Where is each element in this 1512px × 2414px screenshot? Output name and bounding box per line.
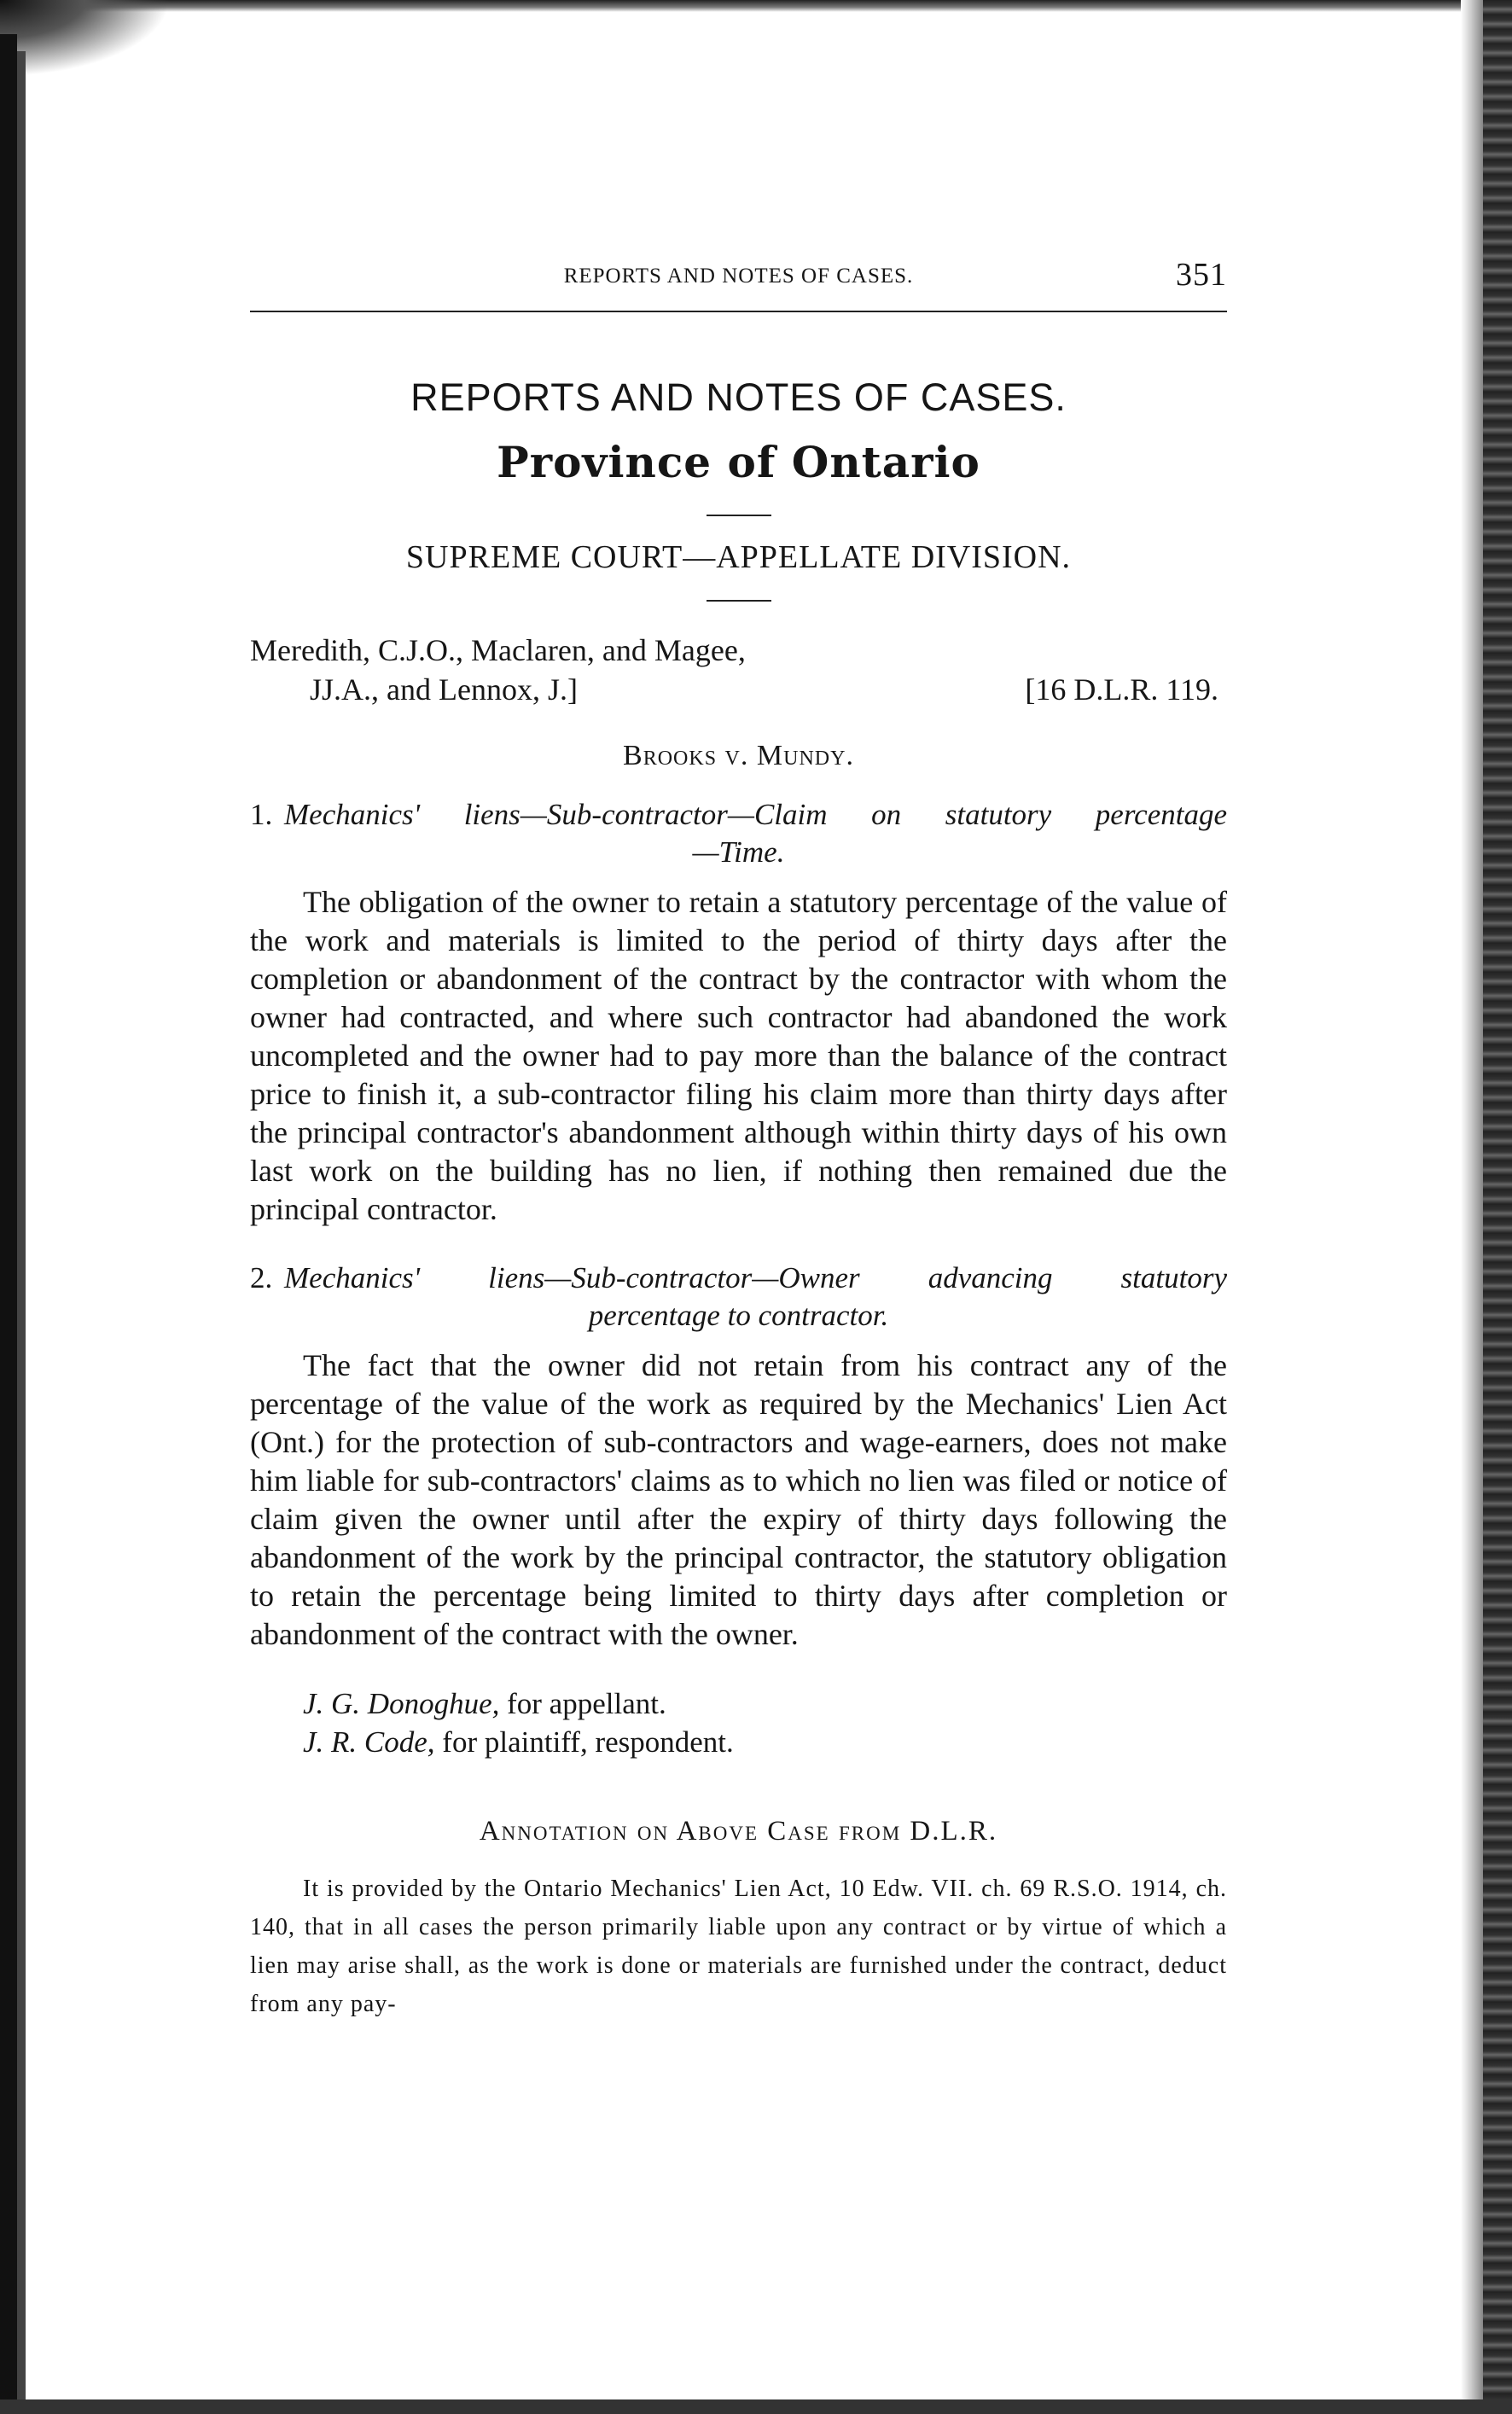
headnote-number: 1. bbox=[250, 798, 273, 831]
report-citation: [16 D.L.R. 119. bbox=[1025, 672, 1218, 707]
headnote-number: 2. bbox=[250, 1261, 273, 1294]
scan-right-edge-dark bbox=[1483, 0, 1512, 2414]
divider-rule bbox=[707, 600, 771, 602]
court-heading: SUPREME COURT—APPELLATE DIVISION. bbox=[405, 539, 1072, 575]
divider-rule bbox=[707, 515, 771, 516]
scan-top-edge bbox=[0, 0, 1512, 12]
book-page bbox=[250, 256, 1227, 2047]
bench-line: Meredith, C.J.O., Maclaren, and Magee, bbox=[250, 633, 746, 667]
counsel-entry bbox=[303, 1723, 1227, 1761]
headnote-title: Mechanics' liens—Sub-contractor—Owner advancing statutory bbox=[284, 1261, 1227, 1294]
running-head-title: REPORTS AND NOTES OF CASES. bbox=[563, 265, 914, 288]
counsel-role: for plaintiff, respondent. bbox=[442, 1725, 734, 1759]
annotation-title: Annotation on Above Case from D.L.R. bbox=[479, 1816, 998, 1847]
bench-block bbox=[250, 631, 1227, 709]
section-title: REPORTS AND NOTES OF CASES. bbox=[410, 375, 1067, 419]
headnote-heading bbox=[250, 1259, 1227, 1335]
case-name: Brooks v. Mundy. bbox=[623, 740, 854, 771]
counsel-role: for appellant. bbox=[507, 1687, 666, 1720]
headnote-body: The fact that the owner did not retain from his contract any of the percentage of the value of the work as required by the Mechanics' Lien Act (Ont.) for the protection of sub-contractors and wage-earners, does not make him liable for sub-contractors' claims as to which no lien was filed or notice of claim given the owner until after the expiry of thirty days following the abandonment of the work by the principal contractor, the statutory obligation to retain the percentage being limited to thirty days after completion or abandonment of the contract with the owner. bbox=[250, 1348, 1227, 1651]
scan-left-edge-inner bbox=[17, 51, 26, 2414]
annotation-text: It is provided by the Ontario Mechanics' Lien Act, 10 Edw. VII. ch. 69 R.S.O. 1914, ch. 140, that in all cases the person primarily liable upon any contract or by virtue of which a lien may arise shall, as the work is done or materials are furnished under the contract, deduct from any pay- bbox=[250, 1876, 1227, 2017]
province-heading: Province of Ontario bbox=[497, 437, 980, 487]
counsel-entry bbox=[303, 1684, 1227, 1723]
scan-corner-shadow bbox=[0, 0, 171, 77]
headnote-heading bbox=[250, 796, 1227, 871]
header-rule bbox=[250, 311, 1227, 312]
page-number: 351 bbox=[1176, 257, 1227, 293]
counsel-list bbox=[250, 1684, 1227, 1761]
headnote-title: Mechanics' liens—Sub-contractor—Claim on statutory percentage bbox=[284, 798, 1227, 831]
headnote-body: The obligation of the owner to retain a statutory percentage of the value of the work and materials is limited to the period of thirty days after the completion or abandonment of the contract by the contractor with whom the owner had contracted, and where such contractor had abandoned the work uncompleted and the owner had to pay more than the balance of the contract price to finish it, a sub-contractor filing his claim more than thirty days after the principal contractor's abandonment although within thirty days of his own last work on the building has no lien, if nothing then remained due the principal contractor. bbox=[250, 885, 1227, 1226]
scan-left-edge bbox=[0, 34, 17, 2414]
headnote-title-continued: percentage to contractor. bbox=[588, 1299, 889, 1332]
running-head bbox=[250, 256, 1227, 300]
headnote-title-continued: —Time. bbox=[692, 835, 785, 869]
scan-bottom-edge bbox=[0, 2399, 1512, 2414]
counsel-name: J. G. Donoghue, bbox=[303, 1687, 500, 1720]
bench-line: JJ.A., and Lennox, J.] bbox=[310, 672, 578, 707]
counsel-name: J. R. Code, bbox=[303, 1725, 435, 1759]
